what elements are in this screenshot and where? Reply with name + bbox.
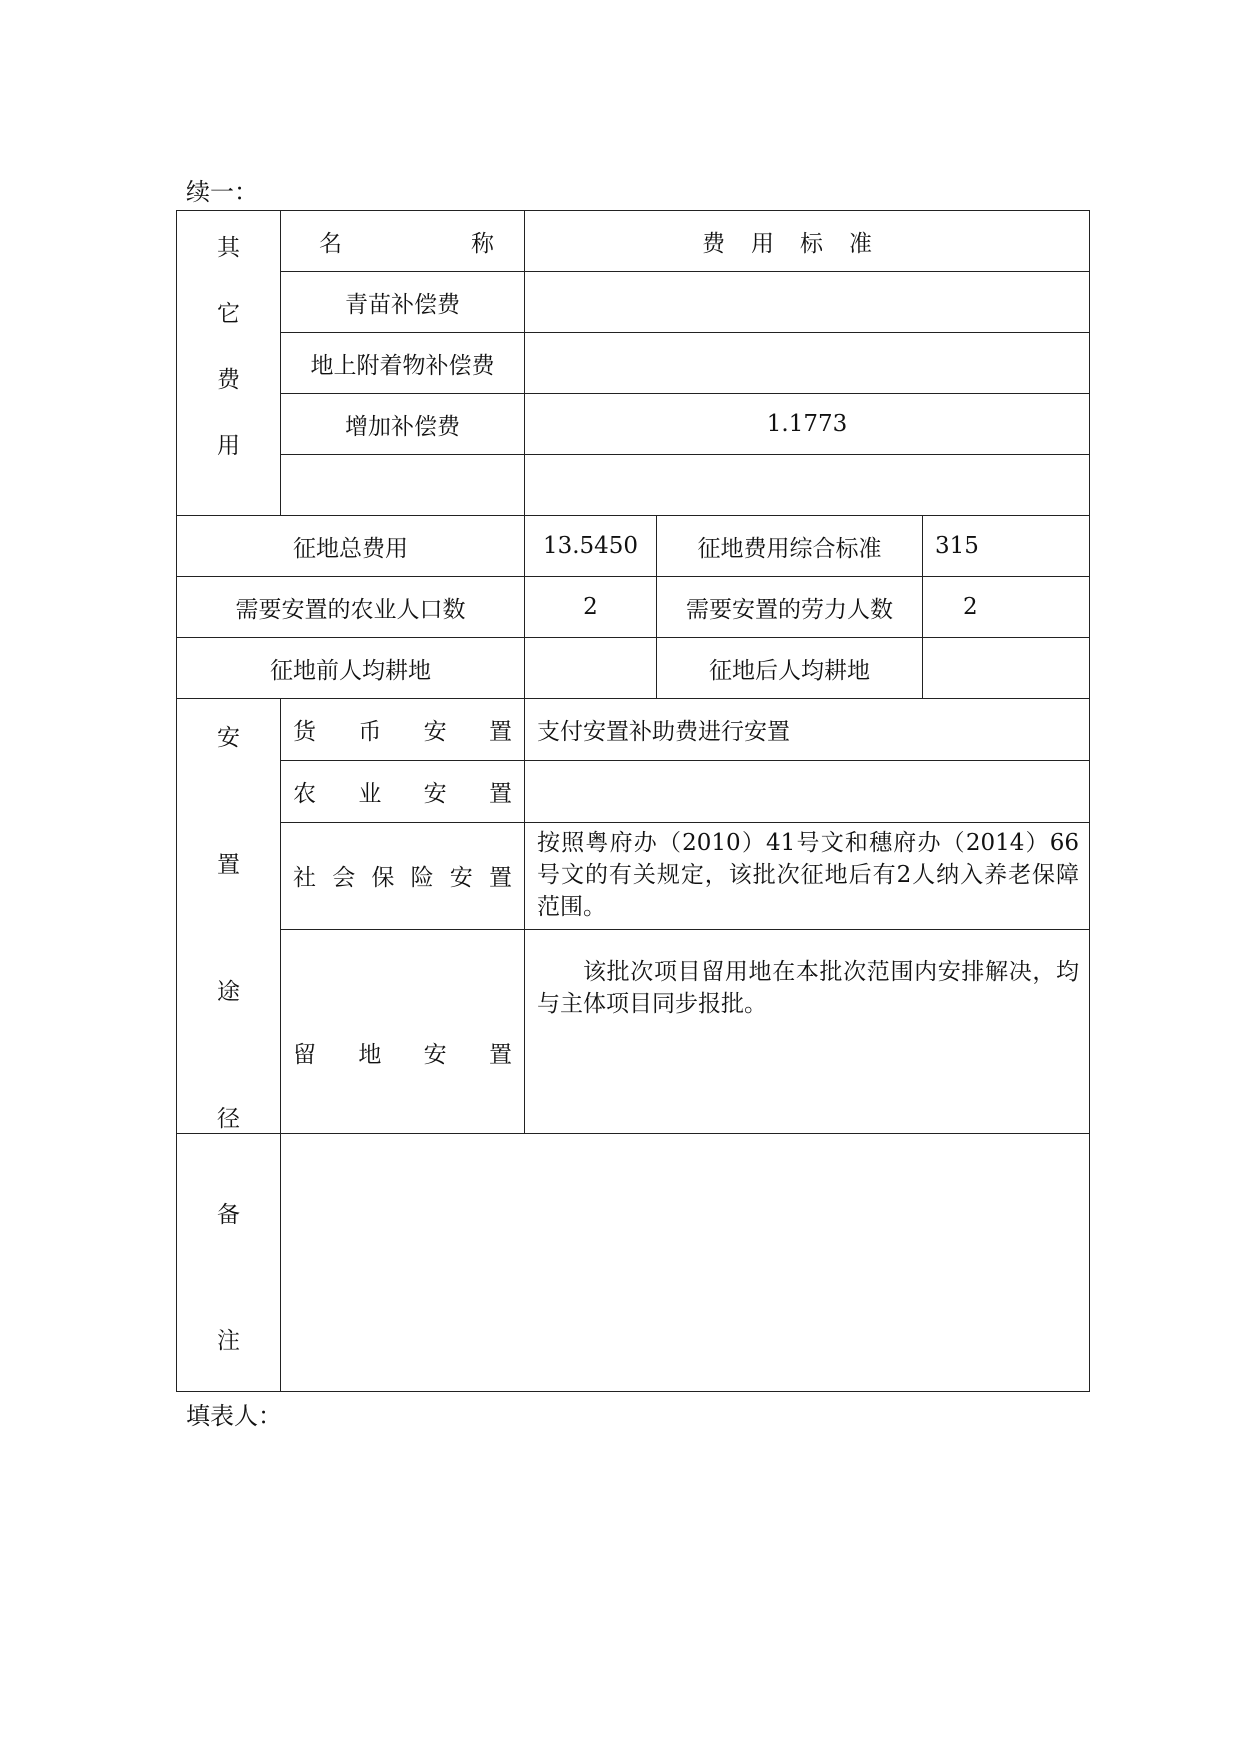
label-char: 币 [358,718,382,745]
resettlement-content: 按照粤府办（2010）41号文和穗府办（2014）66号文的有关规定，该批次征地后有2人纳入养老保障范围。 [525,822,1090,929]
other-fees-section-label [177,211,281,516]
farmland-after-label: 征地后人均耕地 [657,638,923,699]
label-char: 业 [358,780,382,807]
farmland-before-value [525,638,657,699]
total-fee-value: 13.5450 [525,516,657,577]
section-char: 其 [217,235,240,261]
header-char: 称 [471,230,494,257]
label-char: 地 [358,1041,382,1068]
header-char: 费 [702,230,725,257]
label-char: 置 [488,718,512,745]
agri-population-value: 2 [525,577,657,638]
fee-name-cell: 青苗补偿费 [281,272,525,333]
section-char: 费 [217,367,240,393]
section-char: 安 [217,725,240,751]
section-char: 径 [217,1106,240,1132]
composite-standard-label: 征地费用综合标准 [657,516,923,577]
section-char: 备 [217,1202,240,1228]
fee-name-cell [281,455,525,516]
col-header-name [281,211,525,272]
label-char: 农 [293,780,316,807]
label-char: 留 [293,1041,316,1068]
resettlement-type-label [281,760,525,822]
header-char: 名 [319,230,342,257]
land-acquisition-table [176,210,1090,1392]
resettlement-content: 支付安置补助费进行安置 [525,699,1090,761]
label-char: 险 [410,865,434,892]
section-char: 它 [217,301,240,327]
col-header-standard [525,211,1090,272]
labor-count-value: 2 [923,577,1090,638]
fee-name-cell: 增加补偿费 [281,394,525,455]
section-char: 用 [217,433,240,459]
farmland-after-value [923,638,1090,699]
header-char: 准 [849,230,872,257]
label-char: 会 [332,865,356,892]
label-char: 安 [423,718,447,745]
fee-value-cell [525,272,1090,333]
total-fee-label: 征地总费用 [177,516,525,577]
label-char: 安 [423,1041,447,1068]
resettlement-type-label [281,822,525,929]
fee-value-cell [525,455,1090,516]
label-char: 置 [488,1041,512,1068]
label-char: 社 [293,865,316,892]
filler-caption: 填表人： [186,1402,282,1430]
agri-population-label: 需要安置的农业人口数 [177,577,525,638]
composite-standard-value: 315 [923,516,1090,577]
resettlement-type-label [281,929,525,1133]
section-char: 置 [217,852,240,878]
label-char: 置 [488,865,512,892]
section-char: 途 [217,979,240,1005]
section-char: 注 [217,1328,240,1354]
farmland-before-label: 征地前人均耕地 [177,638,525,699]
header-char: 用 [751,230,774,257]
label-char: 货 [293,718,316,745]
resettlement-section-label [177,699,281,1134]
fee-name-cell: 地上附着物补偿费 [281,333,525,394]
resettlement-content: 该批次项目留用地在本批次范围内安排解决，均与主体项目同步报批。 [525,929,1090,1133]
label-char: 保 [371,865,395,892]
label-char: 置 [488,780,512,807]
remarks-content [281,1134,1090,1392]
continuation-caption: 续一： [186,178,258,206]
fee-value-cell: 1.1773 [525,394,1090,455]
fee-value-cell [525,333,1090,394]
remarks-section-label [177,1134,281,1392]
label-char: 安 [449,865,473,892]
resettlement-content [525,760,1090,822]
label-char: 安 [423,780,447,807]
header-char: 标 [800,230,823,257]
labor-count-label: 需要安置的劳力人数 [657,577,923,638]
resettlement-type-label [281,699,525,761]
